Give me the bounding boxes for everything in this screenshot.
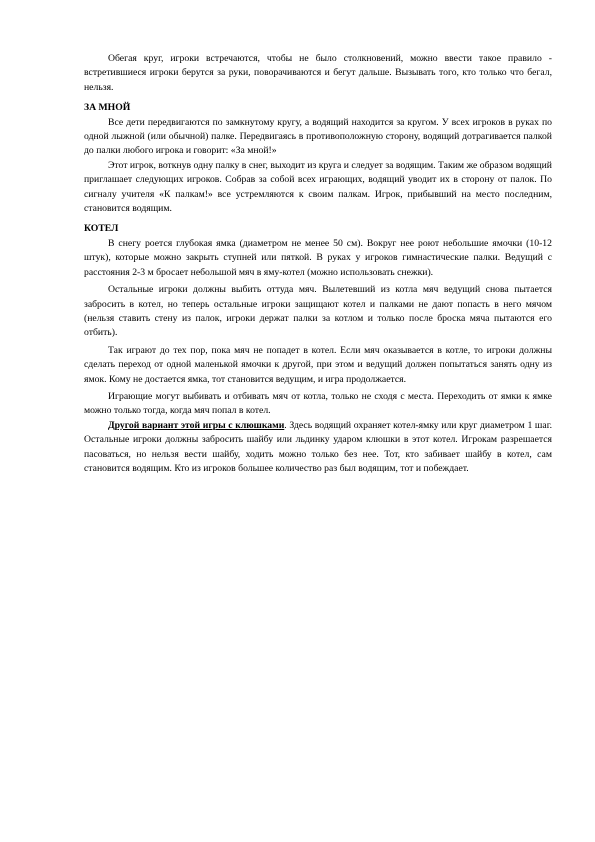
document-page	[84, 52, 552, 479]
intro-paragraph: Обегая круг, игроки встречаются, чтобы не было столкновений, можно ввести такое правило - встретившиеся игроки берутся за руки, поворачиваются и бегут дальше. Вызывать того, кто только что бегал, нельзя.	[84, 53, 552, 93]
section1-paragraph-1: Все дети передвигаются по замкнутому кругу, а водящий находится за кругом. У всех игроков в руках по одной лыжной (или обычной) палке. Передвигаясь в противоположную сторону, водящий дотрагивается палкой до палки любого игрока и говорит: «За мной!»	[84, 116, 552, 157]
section2-paragraph-1: В снегу роется глубокая ямка (диаметром не менее 50 см). Вокруг нее роют небольшие ямочки (10-12 штук), которые можно закрыть ступней или пяткой. В руках у игроков гимнастические палки. Ведущий с расстояния 2-3 м бросает небольшой мяч в яму-котел (можно использовать снежки).	[84, 237, 552, 278]
section2-paragraph-2: Остальные игроки должны выбить оттуда мяч. Вылетевший из котла мяч ведущий снова пытается забросить в котел, но теперь остальные игроки защищают котел и палками не дают попасть в него мячом (нельзя ставить стену из палок, игроки держат палки за котлом и только после броска мяча пытаются его отбить).	[84, 284, 552, 339]
variant-text: . Здесь водящий охраняет котел-ямку или круг диаметром 1 шаг. Остальные игроки должны забросить шайбу или льдинку ударом клюшки в этот котел. Игрокам разрешается пасоваться, но нельзя вести шайбу, ходить можно только без нее. Тот, кто забивает шайбу в котел, сам становится водящим. Кто из игроков большее количество раз был водящим, тот и побеждает.	[84, 419, 552, 474]
section1-paragraph-2: Этот игрок, воткнув одну палку в снег, выходит из круга и следует за водящим. Таким же образом водящий приглашает следующих игроков. Собрав за собой всех играющих, водящий уводит их в сторону от палок. По сигналу учителя «К палкам!» все устремляются к своим палкам. Игрок, прибывший на место последним, становится водящим.	[84, 159, 552, 215]
section2-paragraph-3: Так играют до тех пор, пока мяч не попадет в котел. Если мяч оказывается в котле, то игроки должны сделать переход от одной маленькой ямочки к другой, при этом и ведущий должен попытаться занять одну из ямок. Кому не достается ямка, тот становится ведущим, и игра продолжается.	[84, 344, 552, 385]
section2-paragraph-4: Играющие могут выбивать и отбивать мяч от котла, только не сходя с места. Переходить от ямки к ямке можно только тогда, когда мяч попал в котел.	[84, 390, 552, 417]
section-heading-kotel: КОТЕЛ	[84, 223, 119, 235]
variant-label: Другой вариант этой игры с клюшками	[108, 419, 285, 431]
section-heading-za-mnoy: ЗА МНОЙ	[84, 102, 131, 114]
section2-variant-paragraph	[84, 419, 552, 477]
